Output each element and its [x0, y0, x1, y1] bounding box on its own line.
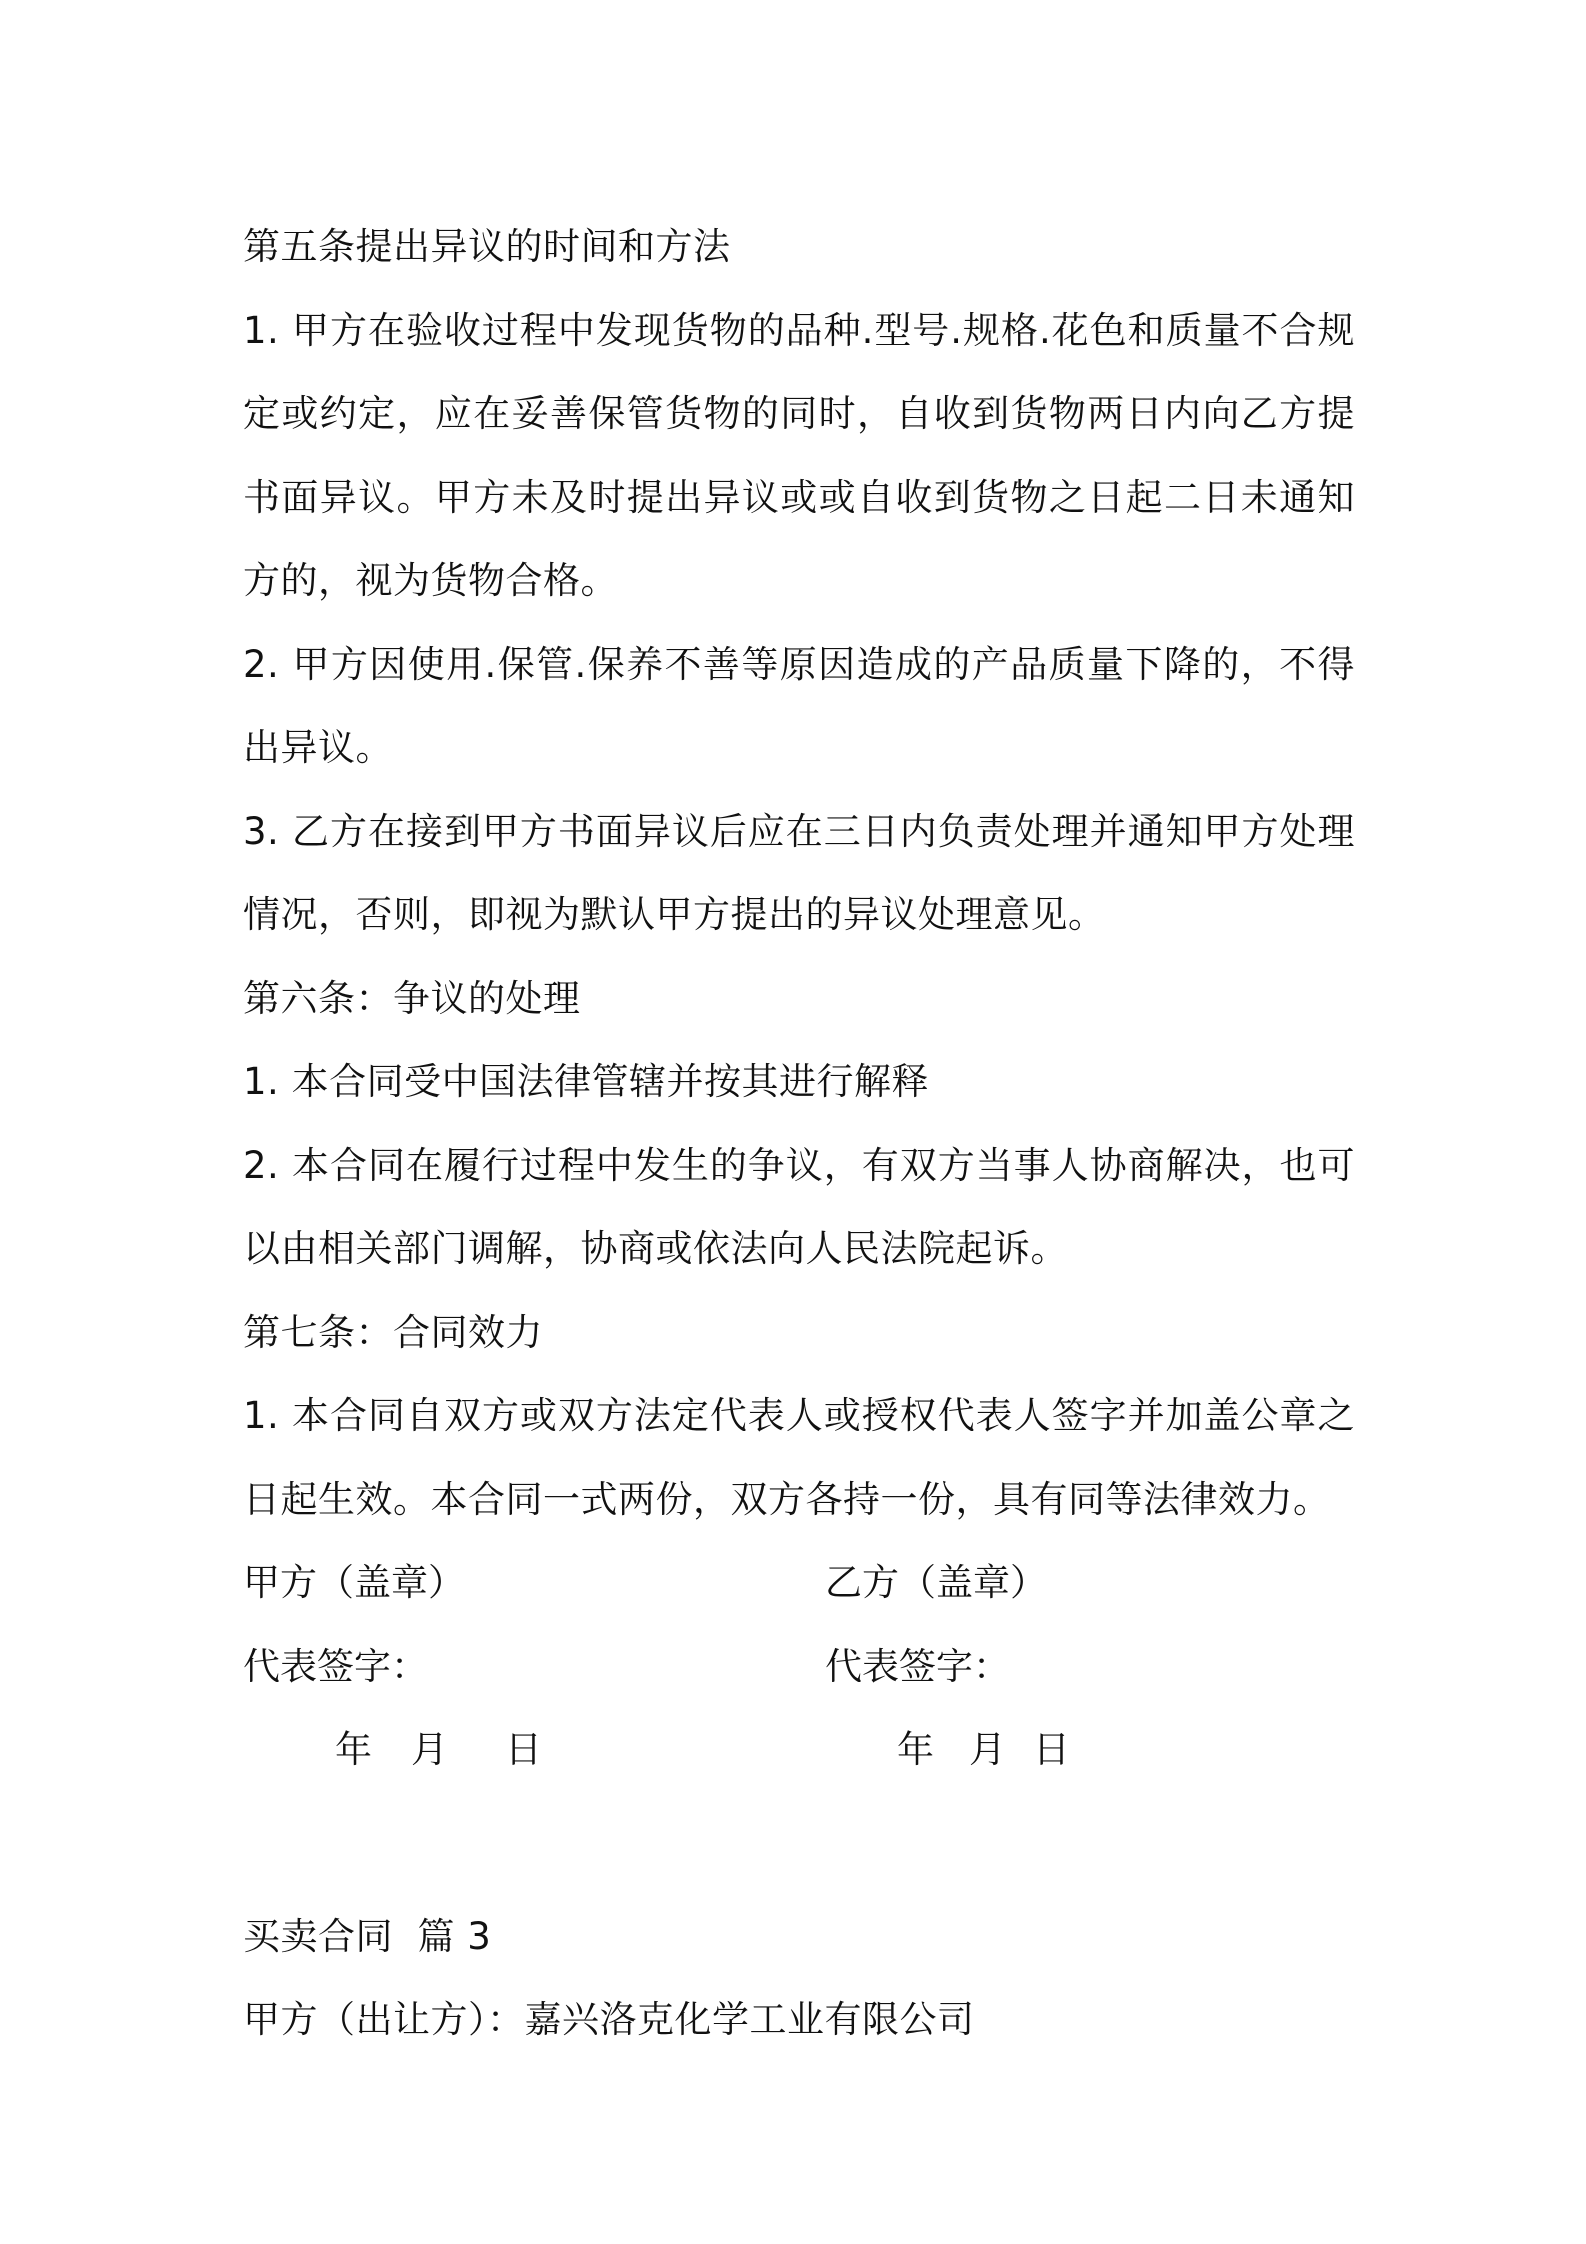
party-a-month: 月	[411, 1728, 448, 1771]
party-b-day: 日	[1033, 1728, 1070, 1771]
section5-heading: 第五条提出异议的时间和方法	[243, 225, 731, 268]
section6-item2-line1: 2. 本合同在履行过程中发生的争议，有双方当事人协商解决，也可	[243, 1143, 1355, 1187]
representative-row	[243, 1625, 1363, 1709]
section7-item1-line2: 日起生效。本合同一式两份，双方各持一份，具有同等法律效力。	[243, 1477, 1331, 1521]
party-b-representative: 代表签字：	[825, 1644, 1010, 1688]
seal-row	[243, 1541, 1363, 1625]
contract-page	[243, 205, 1363, 2062]
section5-item1-line4: 方的，视为货物合格。	[243, 559, 618, 602]
section6-item1: 1. 本合同受中国法律管辖并按其进行解释	[243, 1060, 930, 1103]
next-contract-party-a: 甲方（出让方）：嘉兴洛克化学工业有限公司	[243, 1998, 975, 2041]
party-a-seal: 甲方（盖章）	[243, 1561, 465, 1604]
section5-item3-line1: 3. 乙方在接到甲方书面异议后应在三日内负责处理并通知甲方处理	[243, 809, 1355, 853]
section7-item1-line1: 1. 本合同自双方或双方法定代表人或授权代表人签字并加盖公章之	[243, 1394, 1355, 1437]
section6-item2-line2: 以由相关部门调解，协商或依法向人民法院起诉。	[243, 1227, 1068, 1270]
spacer	[243, 1792, 1363, 1895]
party-b-year: 年	[897, 1728, 934, 1771]
section7-heading: 第七条：合同效力	[243, 1310, 543, 1354]
section5-item2-line2: 出异议。	[243, 726, 393, 769]
party-b-month: 月	[969, 1728, 1006, 1771]
date-row	[243, 1708, 1363, 1792]
section5-item3-line2: 情况，否则，即视为默认甲方提出的异议处理意见。	[243, 893, 1106, 936]
section5-item2-line1: 2. 甲方因使用.保管.保养不善等原因造成的产品质量下降的，不得	[243, 642, 1355, 686]
section6-heading: 第六条：争议的处理	[243, 976, 581, 1020]
next-contract-title: 买卖合同 篇 3	[243, 1914, 492, 1958]
section5-item1-line1: 1. 甲方在验收过程中发现货物的品种.型号.规格.花色和质量不合规	[243, 308, 1355, 352]
party-a-representative: 代表签字：	[243, 1644, 428, 1688]
section5-item1-line2: 定或约定，应在妥善保管货物的同时，自收到货物两日内向乙方提	[243, 392, 1355, 435]
party-b-seal: 乙方（盖章）	[825, 1561, 1047, 1604]
party-a-day: 日	[505, 1728, 542, 1771]
party-a-year: 年	[335, 1728, 372, 1771]
section5-item1-line3: 书面异议。甲方未及时提出异议或或自收到货物之日起二日未通知	[243, 475, 1355, 519]
